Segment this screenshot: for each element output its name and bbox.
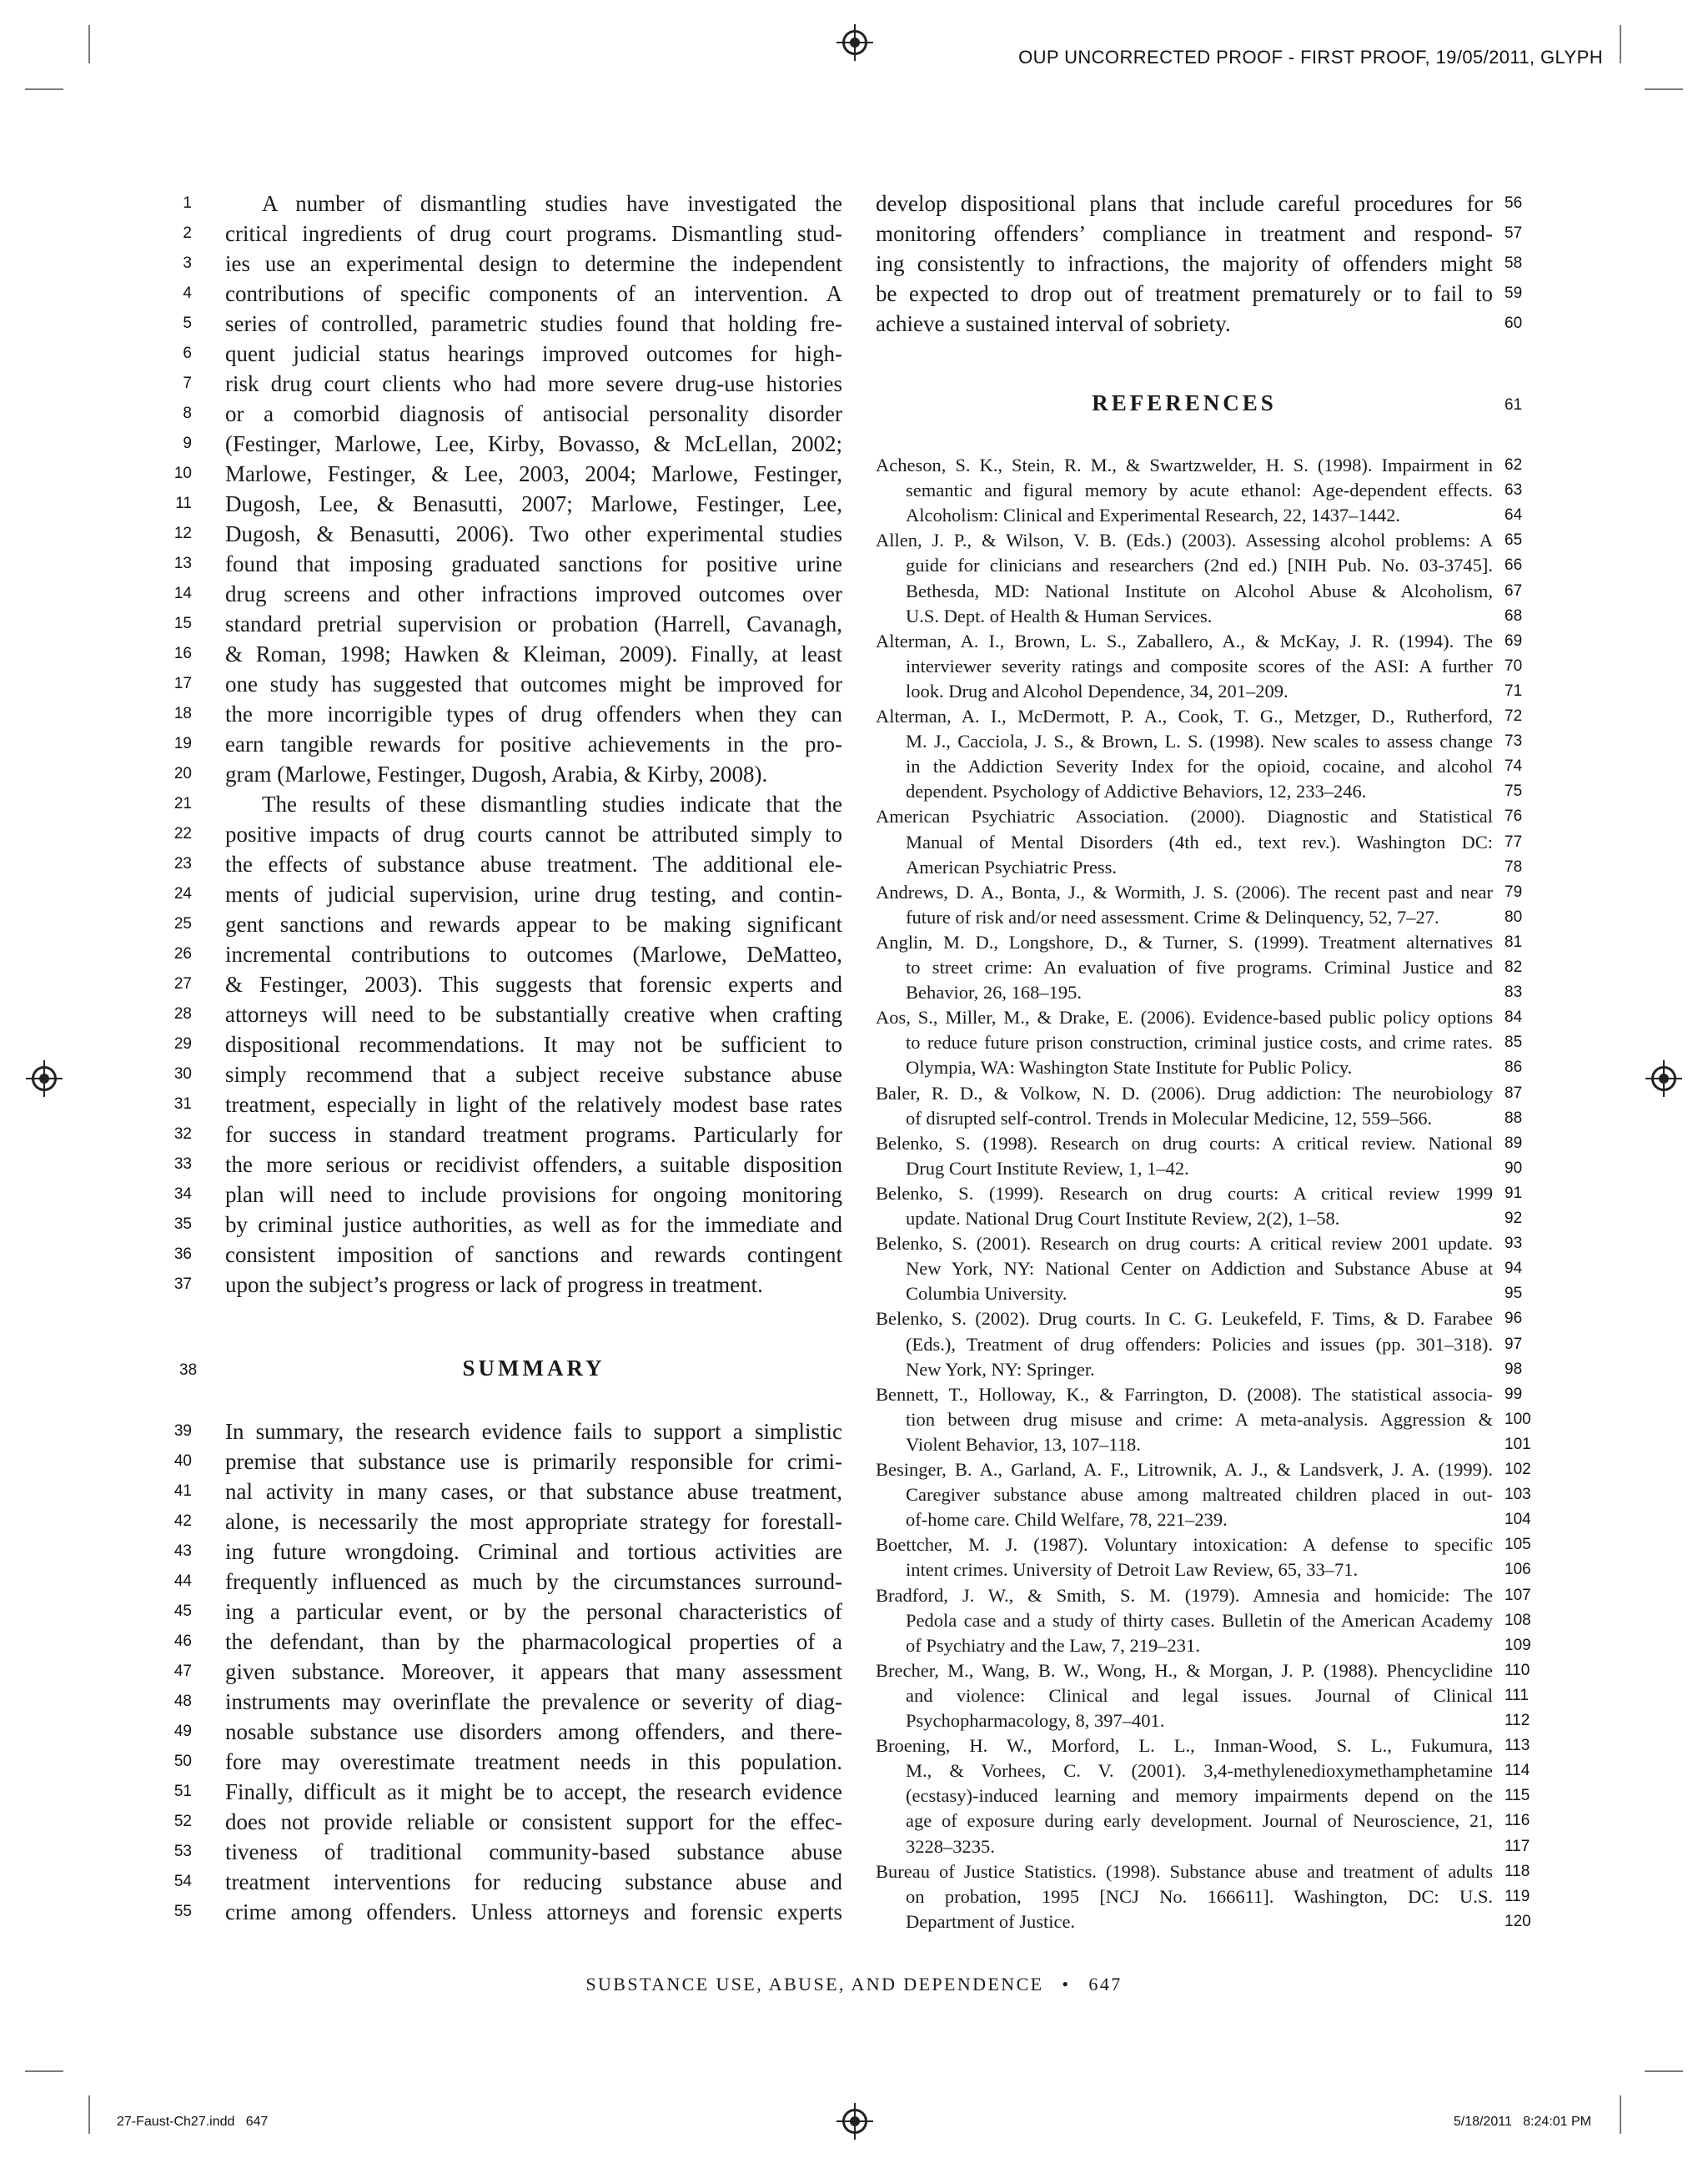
text-line: risk drug court clients who had more severe drug-use histories	[225, 371, 842, 396]
line-number: 63	[1505, 481, 1523, 500]
text-line: look. Drug and Alcohol Dependence, 34, 201–209.	[906, 680, 1289, 702]
text-line: Pedola case and a study of thirty cases. Bulletin of the American Academy	[906, 1609, 1493, 1631]
slug-file-name: 27-Faust-Ch27.indd 647	[117, 2115, 269, 2129]
text-line: & Roman, 1998; Hawken & Kleiman, 2009). Finally, at least	[225, 641, 842, 667]
text-line: Broening, H. W., Morford, L. L., Inman-Wood, S. L., Fukumura,	[876, 1735, 1493, 1757]
line-number: 6	[183, 345, 192, 362]
text-line: intent crimes. University of Detroit Law Review, 65, 33–71.	[906, 1559, 1359, 1581]
text-line: Bethesda, MD: National Institute on Alcohol Abuse & Alcoholism,	[906, 580, 1493, 601]
text-line: (ecstasy)-induced learning and memory impairments depend on the	[906, 1785, 1493, 1807]
line-number: 86	[1505, 1059, 1523, 1077]
line-number: 95	[1505, 1285, 1523, 1303]
line-number: 5	[183, 314, 192, 332]
text-line: Bennett, T., Holloway, K., & Farrington, D. (2008). The statistical associa-	[876, 1383, 1493, 1405]
line-number: 45	[173, 1602, 192, 1620]
line-number: 55	[173, 1903, 192, 1920]
text-line: on probation, 1995 [NCJ No. 166611]. Washington, DC: U.S.	[906, 1885, 1493, 1907]
crop-mark	[1620, 2095, 1621, 2134]
text-line: Olympia, WA: Washington State Institute for Public Policy.	[906, 1057, 1353, 1079]
footer-separator: •	[1062, 1974, 1071, 1995]
text-line: positive impacts of drug courts cannot be attributed simply to	[225, 822, 842, 847]
crop-mark	[1645, 88, 1683, 90]
line-number: 4	[183, 284, 192, 302]
line-number: 19	[173, 735, 192, 752]
line-number: 8	[183, 405, 192, 422]
text-line: or a comorbid diagnosis of antisocial personality disorder	[225, 401, 842, 426]
line-number: 32	[173, 1125, 192, 1143]
text-line: fore may overestimate treatment needs in this population.	[225, 1749, 842, 1774]
crop-mark	[88, 25, 90, 63]
text-line: Psychopharmacology, 8, 397–401.	[906, 1710, 1165, 1731]
line-number: 36	[173, 1245, 192, 1263]
line-number: 56	[1505, 194, 1523, 212]
text-line: Finally, difficult as it might be to accept, the research evidence	[225, 1779, 842, 1804]
line-number: 54	[173, 1873, 192, 1890]
text-line: nal activity in many cases, or that substance abuse treatment,	[225, 1479, 842, 1504]
text-line: by criminal justice authorities, as well as for the immediate and	[225, 1212, 842, 1237]
text-line: Drug Court Institute Review, 1, 1–42.	[906, 1157, 1189, 1179]
text-line: alone, is necessarily the most appropriate strategy for forestall-	[225, 1509, 842, 1534]
line-number: 102	[1505, 1461, 1531, 1478]
text-line: Dugosh, & Benasutti, 2006). Two other experimental studies	[225, 521, 842, 546]
text-line: gent sanctions and rewards appear to be making significant	[225, 912, 842, 937]
text-line: of disrupted self-control. Trends in Molecular Medicine, 12, 559–566.	[906, 1107, 1433, 1129]
line-number: 60	[1505, 314, 1523, 332]
text-line: gram (Marlowe, Festinger, Dugosh, Arabia, & Kirby, 2008).	[225, 762, 768, 787]
line-number: 42	[173, 1512, 192, 1530]
text-line: Allen, J. P., & Wilson, V. B. (Eds.) (2003). Assessing alcohol problems: A	[876, 530, 1493, 551]
line-number: 13	[173, 555, 192, 572]
crop-mark	[1620, 25, 1621, 63]
line-number: 66	[1505, 556, 1523, 575]
line-number: 75	[1505, 782, 1523, 801]
line-number: 50	[173, 1753, 192, 1770]
text-line: dependent. Psychology of Addictive Behaviors, 12, 233–246.	[906, 781, 1367, 802]
text-line: Brecher, M., Wang, B. W., Wong, H., & Morgan, J. P. (1988). Phencyclidine	[876, 1659, 1493, 1681]
line-number: 14	[173, 585, 192, 602]
line-number: 30	[173, 1065, 192, 1083]
line-number: 82	[1505, 958, 1523, 976]
text-line: Belenko, S. (1998). Research on drug courts: A critical review. National	[876, 1132, 1493, 1154]
line-number: 27	[173, 975, 192, 993]
text-line: Anglin, M. D., Longshore, D., & Turner, S. (1999). Treatment alternatives	[876, 931, 1493, 953]
references-heading: REFERENCES	[1092, 390, 1277, 415]
text-line: & Festinger, 2003). This suggests that forensic experts and	[225, 972, 842, 997]
text-line: treatment, especially in light of the relatively modest base rates	[225, 1092, 842, 1117]
line-number: 93	[1505, 1235, 1523, 1253]
text-line: tiveness of traditional community-based substance abuse	[225, 1839, 842, 1864]
text-line: Acheson, S. K., Stein, R. M., & Swartzwelder, H. S. (1998). Impairment in	[876, 455, 1493, 475]
text-line: given substance. Moreover, it appears that many assessment	[225, 1659, 842, 1684]
line-number: 114	[1505, 1762, 1530, 1780]
text-line: Bradford, J. W., & Smith, S. M. (1979). Amnesia and homicide: The	[876, 1584, 1493, 1606]
line-number: 46	[173, 1632, 192, 1650]
line-number: 88	[1505, 1109, 1523, 1127]
text-line: Alterman, A. I., Brown, L. S., Zaballero, A., & McKay, J. R. (1994). The	[876, 630, 1493, 651]
line-number: 28	[173, 1005, 192, 1023]
line-number: 117	[1505, 1837, 1530, 1855]
line-number: 64	[1505, 506, 1523, 525]
text-line: 3228–3235.	[906, 1835, 995, 1857]
line-number: 94	[1505, 1260, 1523, 1278]
line-number: 53	[173, 1843, 192, 1860]
text-line: consistent imposition of sanctions and rewards contingent	[225, 1242, 842, 1267]
line-number: 84	[1505, 1009, 1523, 1027]
text-line: ments of judicial supervision, urine drug testing, and contin-	[225, 882, 842, 907]
line-number: 31	[173, 1095, 192, 1113]
line-number: 51	[173, 1783, 192, 1800]
text-line: found that imposing graduated sanctions for positive urine	[225, 551, 842, 576]
line-number: 2	[183, 224, 192, 242]
registration-mark-icon	[842, 30, 867, 55]
text-line: Behavior, 26, 168–195.	[906, 982, 1082, 1004]
line-number: 92	[1505, 1210, 1523, 1227]
line-number: 23	[173, 855, 192, 873]
line-number: 43	[173, 1542, 192, 1560]
line-number: 72	[1505, 707, 1523, 725]
line-number: 107	[1505, 1586, 1531, 1604]
line-number: 52	[173, 1813, 192, 1830]
line-number: 79	[1505, 883, 1523, 901]
line-number: 78	[1505, 858, 1523, 876]
text-line: of Psychiatry and the Law, 7, 219–231.	[906, 1634, 1200, 1656]
line-number: 9	[183, 435, 192, 452]
line-number: 37	[173, 1275, 192, 1293]
line-number: 83	[1505, 983, 1523, 1002]
line-number: 106	[1505, 1561, 1531, 1579]
text-line: instruments may overinflate the prevalence or severity of diag-	[225, 1689, 842, 1714]
line-number: 22	[173, 825, 192, 843]
text-line: New York, NY: National Center on Addiction and Substance Abuse at	[906, 1258, 1493, 1280]
crop-mark	[1645, 2070, 1683, 2072]
line-number: 108	[1505, 1611, 1531, 1629]
line-number: 15	[173, 615, 192, 632]
page-footer	[0, 1974, 1708, 1995]
proof-banner: OUP UNCORRECTED PROOF - FIRST PROOF, 19/05/2011, GLYPH	[1018, 47, 1603, 68]
text-line: Dugosh, Lee, & Benasutti, 2007; Marlowe, Festinger, Lee,	[225, 491, 842, 516]
text-line: semantic and figural memory by acute ethanol: Age-dependent effects.	[906, 480, 1493, 501]
text-line: and violence: Clinical and legal issues. Journal of Clinical	[906, 1684, 1493, 1706]
crop-mark	[88, 2095, 90, 2134]
line-number: 24	[173, 885, 192, 903]
line-number: 16	[173, 645, 192, 662]
line-number: 100	[1505, 1410, 1531, 1428]
line-number: 71	[1505, 682, 1523, 700]
text-line: Marlowe, Festinger, & Lee, 2003, 2004; Marlowe, Festinger,	[225, 461, 842, 486]
text-line: In summary, the research evidence fails to support a simplistic	[225, 1419, 842, 1444]
text-line: interviewer severity ratings and composite scores of the ASI: A further	[906, 655, 1493, 677]
text-line: one study has suggested that outcomes might be improved for	[225, 672, 842, 697]
line-number: 77	[1505, 833, 1523, 851]
line-number: 34	[173, 1185, 192, 1203]
text-line: attorneys will need to be substantially creative when crafting	[225, 1002, 842, 1027]
registration-mark-icon	[842, 2109, 867, 2134]
line-number: 103	[1505, 1486, 1531, 1504]
text-line: nosable substance use disorders among offenders, and there-	[225, 1719, 842, 1744]
line-number: 3	[183, 254, 192, 272]
line-number: 87	[1505, 1084, 1523, 1102]
text-line: Department of Justice.	[906, 1910, 1076, 1932]
line-number: 89	[1505, 1134, 1523, 1152]
text-line: in the Addiction Severity Index for the opioid, cocaine, and alcohol	[906, 756, 1493, 777]
line-number: 76	[1505, 807, 1523, 826]
text-line: does not provide reliable or consistent support for the effec-	[225, 1809, 842, 1834]
text-line: Besinger, B. A., Garland, A. F., Litrownik, A. J., & Landsverk, J. A. (1999).	[876, 1459, 1493, 1480]
line-number: 65	[1505, 531, 1523, 550]
text-line: the defendant, than by the pharmacological properties of a	[225, 1629, 842, 1654]
line-number: 116	[1505, 1812, 1530, 1830]
line-number: 29	[173, 1035, 192, 1053]
line-number: 90	[1505, 1159, 1523, 1177]
text-line: achieve a sustained interval of sobriety.	[876, 311, 1231, 336]
line-number: 12	[173, 525, 192, 542]
text-line: drug screens and other infractions improved outcomes over	[225, 581, 842, 606]
line-number: 110	[1505, 1661, 1530, 1679]
line-number: 35	[173, 1215, 192, 1233]
text-line: guide for clinicians and researchers (2nd ed.) [NIH Pub. No. 03-3745].	[906, 555, 1493, 576]
text-line: Belenko, S. (2002). Drug courts. In C. G. Leukefeld, F. Tims, & D. Farabee	[876, 1308, 1493, 1330]
text-line: of-home care. Child Welfare, 78, 221–239.	[906, 1509, 1228, 1531]
line-number: 67	[1505, 581, 1523, 600]
text-line: treatment interventions for reducing substance abuse and	[225, 1869, 842, 1894]
references-heading-number: 61	[1505, 396, 1523, 414]
text-line: age of exposure during early development. Journal of Neuroscience, 21,	[906, 1810, 1493, 1832]
crop-mark	[25, 2070, 63, 2072]
text-line: contributions of specific components of an intervention. A	[225, 281, 842, 306]
line-number: 49	[173, 1723, 192, 1740]
text-line: Columbia University.	[906, 1283, 1068, 1305]
text-line: premise that substance use is primarily responsible for crimi-	[225, 1449, 842, 1474]
text-line: ies use an experimental design to determine the independent	[225, 251, 842, 276]
text-line: to street crime: An evaluation of five programs. Criminal Justice and	[906, 957, 1493, 978]
line-number: 113	[1505, 1737, 1530, 1755]
text-line: upon the subject’s progress or lack of progress in treatment.	[225, 1272, 763, 1297]
text-line: Belenko, S. (1999). Research on drug courts: A critical review 1999	[876, 1182, 1493, 1204]
running-title: SUBSTANCE USE, ABUSE, AND DEPENDENCE	[585, 1974, 1044, 1995]
line-number: 112	[1505, 1712, 1530, 1729]
line-number: 25	[173, 915, 192, 933]
text-line: Belenko, S. (2001). Research on drug courts: A critical review 2001 update.	[876, 1233, 1493, 1255]
text-line: the more incorrigible types of drug offenders when they can	[225, 702, 842, 727]
text-line: tion between drug misuse and crime: A meta-analysis. Aggression &	[906, 1408, 1493, 1430]
line-number: 47	[173, 1663, 192, 1680]
text-line: ing a particular event, or by the personal characteristics of	[225, 1599, 842, 1624]
summary-heading-number: 38	[179, 1361, 198, 1379]
text-line: monitoring offenders’ compliance in treatment and respond-	[876, 221, 1493, 246]
line-number: 80	[1505, 908, 1523, 926]
summary-heading: SUMMARY	[462, 1356, 605, 1381]
text-line: to reduce future prison construction, criminal justice costs, and crime rates.	[906, 1032, 1493, 1054]
text-line: the more serious or recidivist offenders, a suitable disposition	[225, 1152, 842, 1177]
line-number: 10	[173, 465, 192, 482]
line-number: 7	[183, 375, 192, 392]
text-line: ing future wrongdoing. Criminal and tortious activities are	[225, 1539, 842, 1564]
line-number: 33	[173, 1155, 192, 1173]
text-line: Aos, S., Miller, M., & Drake, E. (2006). Evidence-based public policy options	[876, 1007, 1493, 1029]
line-number: 115	[1505, 1787, 1530, 1805]
line-number: 68	[1505, 606, 1523, 625]
text-line: (Eds.), Treatment of drug offenders: Policies and issues (pp. 301–318).	[906, 1333, 1493, 1355]
text-line: Alterman, A. I., McDermott, P. A., Cook, T. G., Metzger, D., Rutherford,	[876, 706, 1493, 727]
text-line: M. J., Cacciola, J. S., & Brown, L. S. (1998). New scales to assess change	[906, 731, 1493, 752]
text-line: critical ingredients of drug court programs. Dismantling stud-	[225, 221, 842, 246]
text-line: the effects of substance abuse treatment. The additional ele-	[225, 852, 842, 877]
line-number: 118	[1505, 1862, 1530, 1880]
text-line: Boettcher, M. J. (1987). Voluntary intoxication: A defense to specific	[876, 1534, 1493, 1556]
text-line: dispositional recommendations. It may not be sufficient to	[225, 1032, 842, 1057]
line-number: 119	[1505, 1887, 1530, 1905]
text-line: The results of these dismantling studies indicate that the	[262, 792, 842, 817]
text-line: future of risk and/or need assessment. Crime & Delinquency, 52, 7–27.	[906, 906, 1439, 928]
text-line: Bureau of Justice Statistics. (1998). Substance abuse and treatment of adults	[876, 1860, 1493, 1882]
text-line: update. National Drug Court Institute Review, 2(2), 1–58.	[906, 1208, 1340, 1229]
line-number: 17	[173, 675, 192, 692]
text-line: New York, NY: Springer.	[906, 1358, 1095, 1380]
line-number: 21	[173, 795, 192, 812]
line-number: 48	[173, 1693, 192, 1710]
crop-mark	[25, 88, 63, 90]
text-line: simply recommend that a subject receive substance abuse	[225, 1062, 842, 1087]
text-line: A number of dismantling studies have investigated the	[262, 191, 842, 216]
line-number: 97	[1505, 1335, 1523, 1353]
registration-mark-icon	[1651, 1066, 1676, 1091]
line-number: 39	[173, 1422, 192, 1440]
line-number: 40	[173, 1452, 192, 1470]
text-line: (Festinger, Marlowe, Lee, Kirby, Bovasso, & McLellan, 2002;	[225, 431, 842, 456]
text-line: incremental contributions to outcomes (Marlowe, DeMatteo,	[225, 942, 842, 967]
line-number: 96	[1505, 1310, 1523, 1328]
text-line: frequently influenced as much by the circumstances surround-	[225, 1569, 842, 1594]
text-line: plan will need to include provisions for ongoing monitoring	[225, 1182, 842, 1207]
text-line: Violent Behavior, 13, 107–118.	[906, 1433, 1141, 1455]
line-number: 26	[173, 945, 192, 963]
line-number: 62	[1505, 456, 1523, 474]
text-line: earn tangible rewards for positive achievements in the pro-	[225, 732, 842, 757]
text-line: for success in standard treatment programs. Particularly for	[225, 1122, 842, 1147]
line-number: 81	[1505, 933, 1523, 951]
line-number: 85	[1505, 1034, 1523, 1052]
line-number: 70	[1505, 656, 1523, 675]
text-line: American Psychiatric Press.	[906, 856, 1118, 878]
slug-timestamp: 5/18/2011 8:24:01 PM	[1453, 2115, 1591, 2129]
text-line: Alcoholism: Clinical and Experimental Research, 22, 1437–1442.	[906, 505, 1400, 526]
line-number: 59	[1505, 284, 1523, 302]
line-number: 74	[1505, 757, 1523, 776]
line-number: 20	[173, 765, 192, 782]
line-number: 1	[183, 194, 192, 212]
text-line: U.S. Dept. of Health & Human Services.	[906, 605, 1213, 626]
registration-mark-icon	[32, 1066, 57, 1091]
line-number: 98	[1505, 1360, 1523, 1378]
line-number: 105	[1505, 1536, 1531, 1554]
line-number: 109	[1505, 1636, 1531, 1654]
line-number: 57	[1505, 224, 1523, 242]
text-line: Baler, R. D., & Volkow, N. D. (2006). Drug addiction: The neurobiology	[876, 1082, 1493, 1104]
line-number: 120	[1505, 1912, 1531, 1930]
text-line: crime among offenders. Unless attorneys and forensic experts	[225, 1899, 842, 1924]
text-line: standard pretrial supervision or probation (Harrell, Cavanagh,	[225, 611, 842, 636]
line-number: 11	[175, 495, 192, 512]
line-number: 99	[1505, 1385, 1523, 1403]
text-line: be expected to drop out of treatment prematurely or to fail to	[876, 281, 1493, 306]
text-line: ing consistently to infractions, the majority of offenders might	[876, 251, 1493, 276]
text-line: M., & Vorhees, C. V. (2001). 3,4-methylenedioxymethamphetamine	[906, 1760, 1493, 1782]
line-number: 44	[173, 1572, 192, 1590]
text-line: Caregiver substance abuse among maltreated children placed in out-	[906, 1484, 1493, 1506]
line-number: 18	[173, 705, 192, 722]
line-number: 41	[173, 1482, 192, 1500]
text-line: quent judicial status hearings improved outcomes for high-	[225, 341, 842, 366]
line-number: 73	[1505, 732, 1523, 751]
text-line: Andrews, D. A., Bonta, J., & Wormith, J. S. (2006). The recent past and near	[876, 881, 1493, 903]
line-number: 104	[1505, 1511, 1531, 1529]
text-line: American Psychiatric Association. (2000). Diagnostic and Statistical	[876, 806, 1493, 827]
page-number: 647	[1088, 1974, 1123, 1995]
text-line: develop dispositional plans that include careful procedures for	[876, 191, 1493, 216]
line-number: 91	[1505, 1184, 1523, 1202]
text-line: series of controlled, parametric studies found that holding fre-	[225, 311, 842, 336]
line-number: 58	[1505, 254, 1523, 272]
text-line: Manual of Mental Disorders (4th ed., text rev.). Washington DC:	[906, 831, 1493, 853]
line-number: 111	[1505, 1686, 1529, 1704]
line-number: 69	[1505, 631, 1523, 650]
line-number: 101	[1505, 1435, 1531, 1453]
